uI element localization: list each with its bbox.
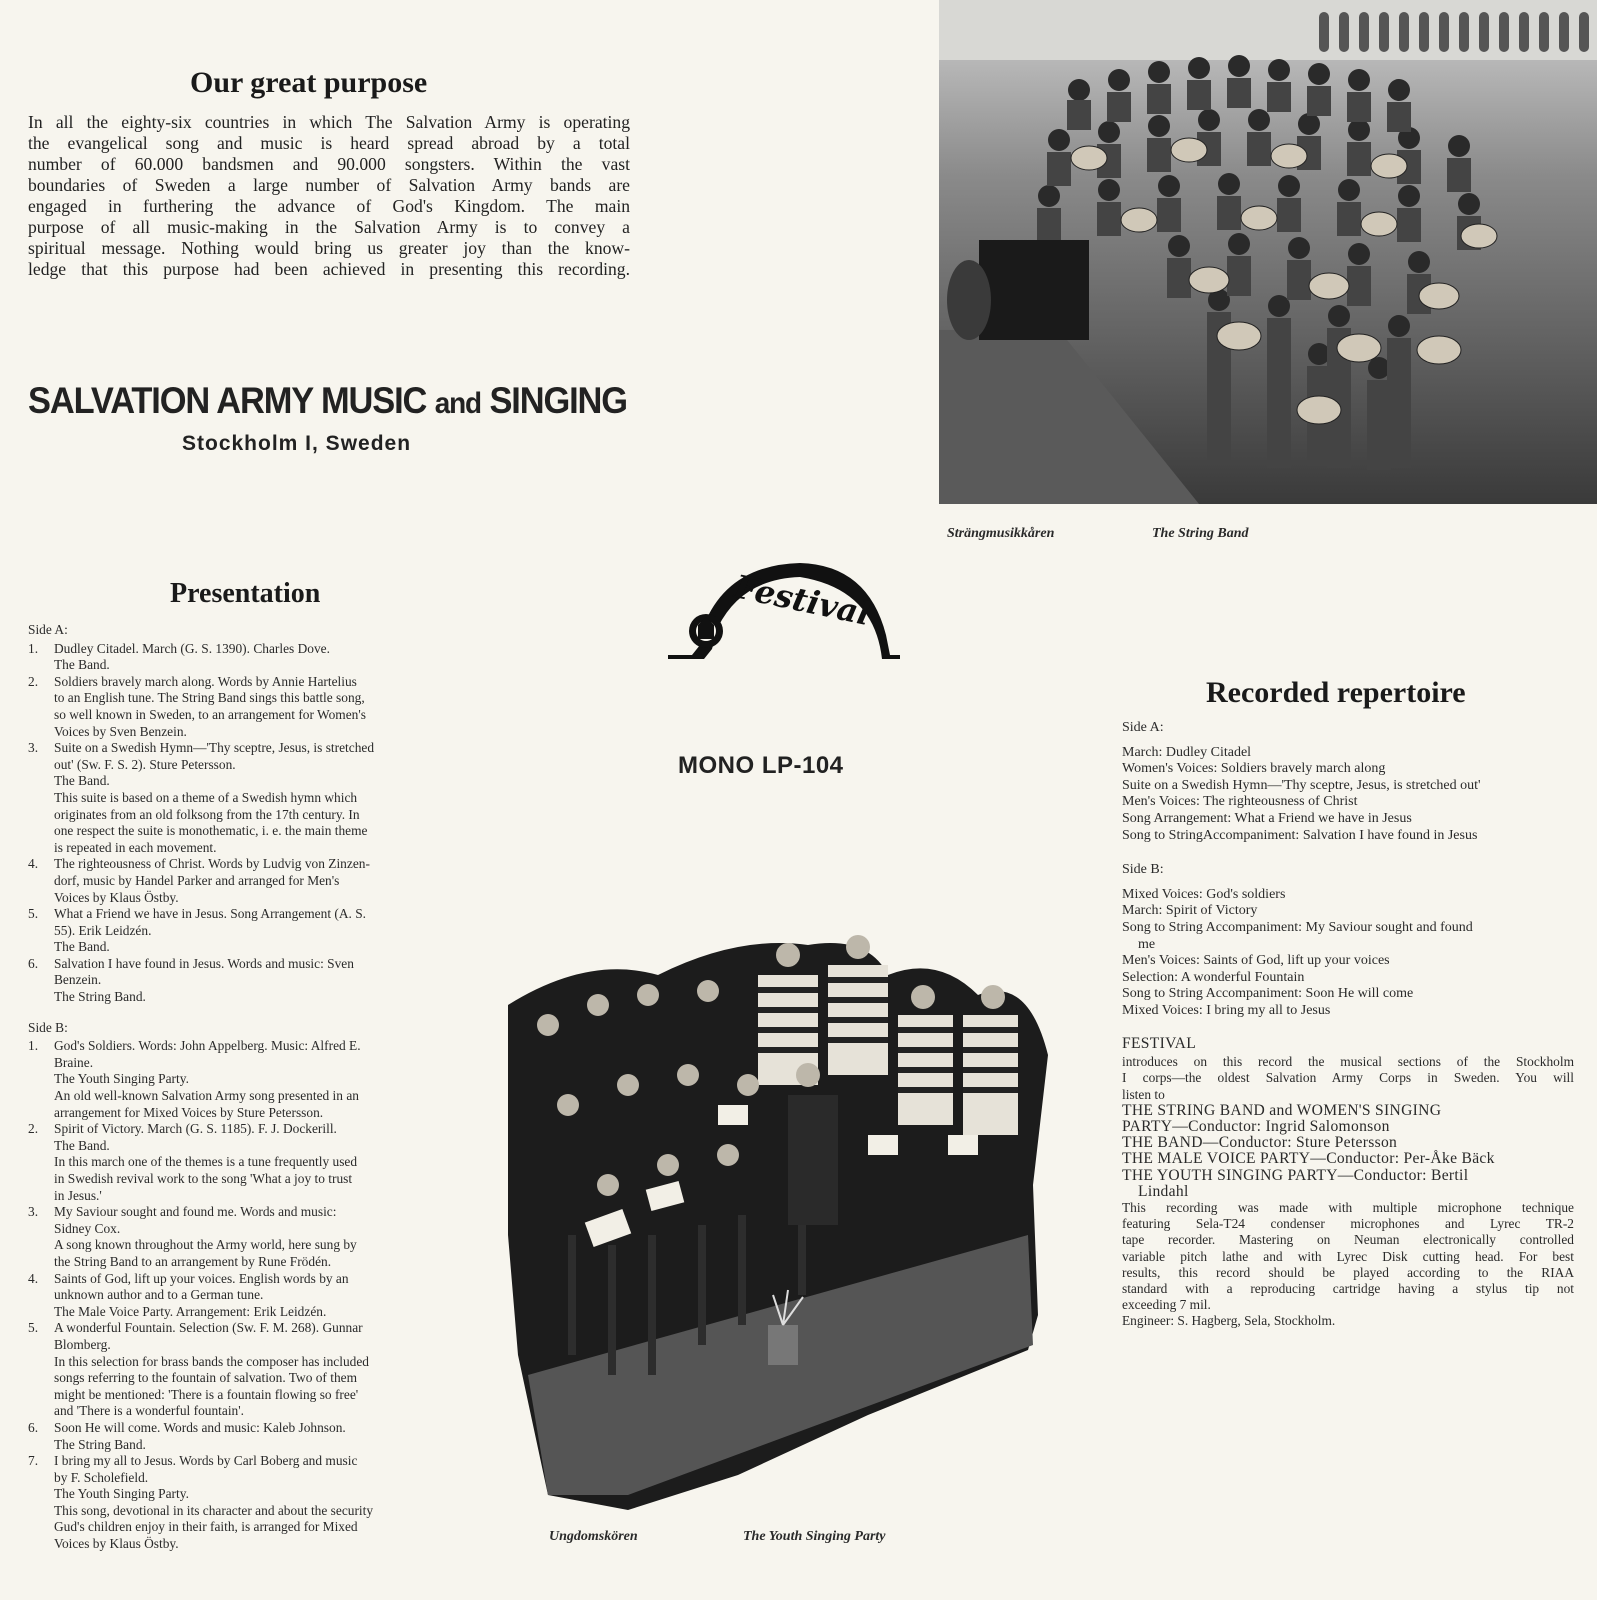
presentation-item-line: In this march one of the themes is a tune frequently used bbox=[54, 1154, 358, 1170]
festival-logo-text: Festival bbox=[730, 567, 874, 634]
album-title bbox=[28, 380, 627, 422]
purpose-heading: Our great purpose bbox=[190, 66, 428, 99]
festival-intro-line: I corps—the oldest Salvation Army Corps in Sweden. You will bbox=[1122, 1070, 1574, 1086]
purpose-line: number of 60.000 bandsmen and 90.000 songsters. Within the vast bbox=[28, 154, 630, 174]
presentation-item-line: and 'There is a wonderful fountain'. bbox=[54, 1403, 244, 1419]
presentation-item-line: The String Band. bbox=[54, 989, 146, 1005]
presentation-item-line: A song known throughout the Army world, here sung by bbox=[54, 1237, 357, 1253]
festival-intro-line: introduces on this record the musical sections of the Stockholm bbox=[1122, 1054, 1574, 1070]
presentation-item-line: The String Band. bbox=[54, 1436, 146, 1452]
festival-tech-line: featuring Sela-T24 condenser microphones and Lyrec TR-2 bbox=[1122, 1216, 1574, 1232]
presentation-side-a-label: Side A: bbox=[28, 622, 68, 637]
presentation-item-line: In this selection for brass bands the composer has included bbox=[54, 1353, 369, 1369]
presentation-item-text bbox=[54, 956, 478, 1006]
presentation-item bbox=[28, 1271, 478, 1321]
string-band-caption-english: The String Band bbox=[1152, 526, 1249, 541]
presentation-item-line: The Band. bbox=[54, 773, 110, 789]
presentation-item bbox=[28, 856, 478, 906]
repertoire-item: Selection: A wonderful Fountain bbox=[1122, 969, 1305, 985]
purpose-line: purpose of all music-making in the Salvation Army is to convey a bbox=[28, 217, 630, 237]
presentation-side-b-label: Side B: bbox=[28, 1019, 68, 1035]
repertoire-heading: Recorded repertoire bbox=[1206, 676, 1466, 709]
festival-tech-line: results, this record should be played according to the RIAA bbox=[1122, 1264, 1574, 1280]
presentation-item-line: arrangement for Mixed Voices by Sture Petersson. bbox=[54, 1104, 324, 1120]
presentation-item-line: The righteousness of Christ. Words by Ludvig von Zinzen- bbox=[54, 856, 370, 872]
presentation-item bbox=[28, 906, 478, 956]
presentation-item-line: might be mentioned: 'There is a fountain flowing so free' bbox=[54, 1386, 359, 1402]
presentation-item-line: Spirit of Victory. March (G. S. 1185). F. J. Dockerill. bbox=[54, 1121, 337, 1137]
festival-logo bbox=[668, 555, 900, 675]
repertoire-item: Men's Voices: The righteousness of Christ bbox=[1122, 794, 1358, 810]
presentation-item-line: Saints of God, lift up your voices. English words by an bbox=[54, 1270, 349, 1286]
presentation-item-number: 7. bbox=[28, 1453, 39, 1469]
repertoire-item: Song to StringAccompaniment: Salvation I have found in Jesus bbox=[1122, 827, 1478, 843]
presentation-item-number: 4. bbox=[28, 856, 39, 872]
festival-tech-line: standard with a reproducing cartridge having a stylus tip not bbox=[1122, 1281, 1574, 1297]
youth-party-caption-english: The Youth Singing Party bbox=[743, 1529, 886, 1544]
presentation-item-text bbox=[54, 1038, 478, 1121]
youth-party-caption-swedish: Ungdomskören bbox=[549, 1529, 638, 1544]
presentation-item-line: The Band. bbox=[54, 657, 110, 673]
presentation-item-number: 6. bbox=[28, 955, 39, 971]
presentation-item-number: 2. bbox=[28, 1121, 39, 1137]
youth-singing-party-photo-image bbox=[508, 935, 1073, 1510]
presentation-item-line: songs referring to the fountain of salvation. Two of them bbox=[54, 1370, 358, 1386]
presentation-item-line: The Male Voice Party. Arrangement: Erik Leidzén. bbox=[54, 1303, 327, 1319]
presentation-item-line: An old well-known Salvation Army song presented in an bbox=[54, 1088, 359, 1104]
presentation-item-line: is repeated in each movement. bbox=[54, 839, 217, 855]
presentation-item-number: 6. bbox=[28, 1419, 39, 1435]
presentation-item-number: 1. bbox=[28, 640, 39, 656]
string-band-photo bbox=[939, 0, 1597, 504]
presentation-item bbox=[28, 1121, 478, 1204]
festival-conductor-line: THE BAND—Conductor: Sture Petersson bbox=[1122, 1134, 1398, 1152]
presentation-item-line: I bring my all to Jesus. Words by Carl Boberg and music bbox=[54, 1453, 358, 1469]
repertoire-item: Mixed Voices: God's soldiers bbox=[1122, 886, 1286, 902]
festival-tech-line: tape recorder. Mastering on Neuman electronically controlled bbox=[1122, 1232, 1574, 1248]
presentation-item-line: Voices by Sven Benzein. bbox=[54, 723, 187, 739]
presentation-item-line: Salvation I have found in Jesus. Words and music: Sven bbox=[54, 955, 354, 971]
presentation-item-line: the String Band to an arrangement by Rune Frödén. bbox=[54, 1253, 332, 1269]
repertoire-item: March: Spirit of Victory bbox=[1122, 903, 1258, 919]
presentation-item-line: Gud's children enjoy in their faith, is arranged for Mixed bbox=[54, 1519, 358, 1535]
presentation-item bbox=[28, 1038, 478, 1121]
presentation-item-line: in Swedish revival work to the song 'What a joy to trust bbox=[54, 1171, 353, 1186]
festival-conductor-line: THE STRING BAND and WOMEN'S SINGING bbox=[1122, 1101, 1442, 1119]
repertoire-item: Mixed Voices: I bring my all to Jesus bbox=[1122, 1002, 1331, 1018]
presentation-item bbox=[28, 641, 478, 674]
purpose-line: the evangelical song and music is heard spread abroad by a total bbox=[28, 133, 630, 153]
purpose-line: ledge that this purpose had been achieved in presenting this recording. bbox=[28, 259, 630, 279]
youth-singing-party-photo bbox=[508, 935, 1073, 1510]
festival-intro-line: listen to bbox=[1122, 1086, 1165, 1102]
presentation-item-line: one respect the suite is monothematic, i. e. the main theme bbox=[54, 823, 368, 839]
presentation-item-line: Suite on a Swedish Hymn—'Thy sceptre, Jesus, is stretched bbox=[54, 740, 375, 756]
presentation-item-line: What a Friend we have in Jesus. Song Arrangement (A. S. bbox=[54, 906, 367, 922]
presentation-heading: Presentation bbox=[170, 578, 321, 609]
presentation-item-text bbox=[54, 641, 478, 674]
presentation-item-text bbox=[54, 674, 478, 740]
purpose-line: spiritual message. Nothing would bring us greater joy than the know- bbox=[28, 238, 630, 258]
album-title-part-a: SALVATION ARMY MUSIC bbox=[28, 380, 427, 421]
presentation-item-line: Braine. bbox=[54, 1054, 94, 1070]
purpose-line: In all the eighty-six countries in which The Salvation Army is operating bbox=[28, 112, 630, 132]
presentation-item-line: The Youth Singing Party. bbox=[54, 1071, 189, 1087]
festival-heading: FESTIVAL bbox=[1122, 1035, 1197, 1052]
repertoire-side-a-label: Side A: bbox=[1122, 720, 1164, 735]
presentation-item-line: by F. Scholefield. bbox=[54, 1469, 149, 1485]
repertoire-item: Song Arrangement: What a Friend we have in Jesus bbox=[1122, 810, 1412, 826]
presentation-item-text bbox=[54, 740, 478, 856]
catalog-number: MONO LP-104 bbox=[678, 752, 844, 779]
purpose-paragraph bbox=[28, 112, 630, 280]
presentation-item-line: Soon He will come. Words and music: Kaleb Johnson. bbox=[54, 1419, 346, 1435]
festival-engineer: Engineer: S. Hagberg, Sela, Stockholm. bbox=[1122, 1313, 1336, 1329]
presentation-item-text bbox=[54, 1204, 478, 1270]
repertoire-list bbox=[1122, 720, 1574, 1020]
presentation-item-number: 2. bbox=[28, 673, 39, 689]
presentation-item bbox=[28, 956, 478, 1006]
presentation-item-line: originates from an old folksong from the 17th century. In bbox=[54, 806, 360, 822]
string-band-photo-image bbox=[939, 0, 1597, 504]
presentation-item-text bbox=[54, 1271, 478, 1321]
album-title-and: and bbox=[434, 387, 481, 420]
repertoire-item-continued: me bbox=[1138, 936, 1156, 952]
presentation-item-line: The Band. bbox=[54, 939, 110, 955]
presentation-item-line: 55). Erik Leidzén. bbox=[54, 922, 152, 938]
presentation-item-line: God's Soldiers. Words: John Appelberg. Music: Alfred E. bbox=[54, 1038, 361, 1054]
presentation-item-number: 5. bbox=[28, 1320, 39, 1336]
festival-conductor-line: THE MALE VOICE PARTY—Conductor: Per-Åke Bäck bbox=[1122, 1150, 1495, 1168]
presentation-item-line: This suite is based on a theme of a Swedish hymn which bbox=[54, 789, 358, 805]
repertoire-item: Men's Voices: Saints of God, lift up your voices bbox=[1122, 953, 1390, 969]
presentation-item-line: Blomberg. bbox=[54, 1336, 111, 1352]
presentation-item-number: 1. bbox=[28, 1038, 39, 1054]
presentation-item-line: so well known in Sweden, to an arrangement for Women's bbox=[54, 706, 366, 722]
presentation-item-line: Dudley Citadel. March (G. S. 1390). Charles Dove. bbox=[54, 640, 330, 656]
presentation-item bbox=[28, 1453, 478, 1553]
festival-conductor-line: PARTY—Conductor: Ingrid Salomonson bbox=[1122, 1118, 1390, 1136]
presentation-item-line: unknown author and to a German tune. bbox=[54, 1287, 264, 1303]
purpose-line: boundaries of Sweden a large number of Salvation Army bands are bbox=[28, 175, 630, 195]
presentation-item bbox=[28, 1320, 478, 1420]
album-title-part-b: SINGING bbox=[489, 380, 627, 421]
presentation-item-line: Benzein. bbox=[54, 972, 102, 988]
presentation-item-line: Sidney Cox. bbox=[54, 1220, 121, 1236]
presentation-item-line: Voices by Klaus Östby. bbox=[54, 1536, 179, 1552]
purpose-line: engaged in furthering the advance of God's Kingdom. The main bbox=[28, 196, 630, 216]
presentation-list bbox=[28, 622, 478, 1553]
presentation-item bbox=[28, 1420, 478, 1453]
repertoire-item: Suite on a Swedish Hymn—'Thy sceptre, Jesus, is stretched out' bbox=[1122, 777, 1481, 793]
festival-tech-line: exceeding 7 mil. bbox=[1122, 1297, 1211, 1313]
presentation-item-text bbox=[54, 1453, 478, 1553]
presentation-item-line: The Youth Singing Party. bbox=[54, 1486, 189, 1502]
presentation-item bbox=[28, 1204, 478, 1270]
presentation-item-number: 5. bbox=[28, 906, 39, 922]
presentation-item-text bbox=[54, 906, 478, 956]
festival-tech-line: This recording was made with multiple microphone technique bbox=[1122, 1200, 1574, 1216]
album-subtitle: Stockholm I, Sweden bbox=[182, 432, 412, 455]
string-band-caption-swedish: Strängmusikkåren bbox=[947, 526, 1055, 541]
repertoire-item: Song to String Accompaniment: Soon He will come bbox=[1122, 986, 1414, 1002]
presentation-item-line: My Saviour sought and found me. Words and music: bbox=[54, 1204, 337, 1220]
presentation-item-line: The Band. bbox=[54, 1137, 110, 1153]
presentation-item-line: Voices by Klaus Östby. bbox=[54, 889, 179, 905]
presentation-item-line: dorf, music by Handel Parker and arranged for Men's bbox=[54, 872, 340, 888]
repertoire-item: Song to String Accompaniment: My Saviour sought and found bbox=[1122, 919, 1473, 935]
presentation-item-text bbox=[54, 1121, 478, 1204]
presentation-item-line: A wonderful Fountain. Selection (Sw. F. M. 268). Gunnar bbox=[54, 1320, 363, 1336]
festival-conductor-line: Lindahl bbox=[1138, 1182, 1189, 1200]
presentation-item-number: 3. bbox=[28, 1204, 39, 1220]
presentation-item-line: in Jesus.' bbox=[54, 1187, 102, 1203]
presentation-item-text bbox=[54, 856, 478, 906]
repertoire-side-b-label: Side B: bbox=[1122, 862, 1164, 878]
presentation-item-text bbox=[54, 1320, 478, 1420]
festival-tech-line: variable pitch lathe and with Lyrec Disk cutting head. For best bbox=[1122, 1248, 1574, 1264]
presentation-item-number: 3. bbox=[28, 740, 39, 756]
presentation-item-line: Soldiers bravely march along. Words by Annie Hartelius bbox=[54, 673, 357, 689]
presentation-side-b-items bbox=[28, 1038, 478, 1552]
repertoire-item: March: Dudley Citadel bbox=[1122, 744, 1252, 760]
festival-logo-image bbox=[668, 555, 900, 675]
festival-notes bbox=[1122, 1036, 1574, 1330]
presentation-item-text bbox=[54, 1420, 478, 1453]
festival-conductor-line: THE YOUTH SINGING PARTY—Conductor: Bertil bbox=[1122, 1166, 1469, 1184]
repertoire-item: Women's Voices: Soldiers bravely march along bbox=[1122, 761, 1386, 777]
presentation-item-number: 4. bbox=[28, 1270, 39, 1286]
presentation-side-a-items bbox=[28, 641, 478, 1006]
presentation-item bbox=[28, 740, 478, 856]
presentation-item-line: out' (Sw. F. S. 2). Sture Petersson. bbox=[54, 756, 236, 772]
presentation-item bbox=[28, 674, 478, 740]
presentation-item-line: This song, devotional in its character and about the security bbox=[54, 1502, 374, 1518]
presentation-item-line: to an English tune. The String Band sings this battle song, bbox=[54, 690, 365, 706]
